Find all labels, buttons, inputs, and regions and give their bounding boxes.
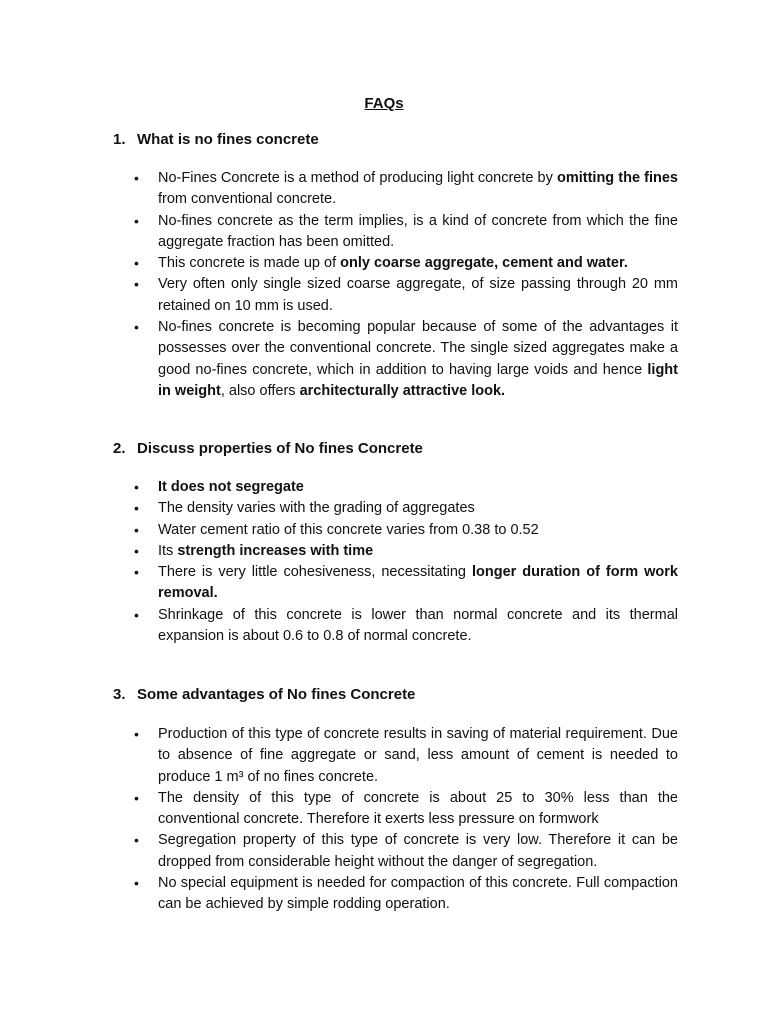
bold-text: strength increases with time [177,542,374,559]
body-text: This concrete is made up of [158,255,341,272]
body-text: No-fines concrete as the term implies, is a kind of concrete from which the fine aggregate fraction has been omitted. [158,212,678,250]
bullet-icon: • [134,875,139,892]
bullet-icon: • [134,832,139,849]
list-item [0,520,768,541]
bullet-icon: • [134,542,139,559]
bold-text: It does not segregate [158,479,304,495]
body-text: from conventional concrete. [158,191,337,208]
bullet-icon: • [134,500,139,517]
page-title: FAQs [364,95,404,112]
bullet-icon: • [134,789,139,806]
list-item [0,211,768,254]
body-text: No special equipment is needed for compaction of this concrete. Full compaction can be achieved by simple rodding operation. [158,875,678,913]
section-2-list [0,477,768,647]
section-number: 1. [113,131,126,148]
bullet-icon: • [134,276,139,293]
section-1-list [0,168,768,402]
list-item [0,498,768,519]
section-title: What is no fines concrete [137,131,319,148]
body-text: There is very little cohesiveness, necessitating [158,564,472,581]
bold-text: only coarse aggregate, cement and water. [340,255,628,272]
section-2-heading [113,440,423,457]
bold-text: architecturally attractive look. [299,382,506,399]
body-text: The density varies with the grading of aggregates [158,500,475,517]
section-3-heading [113,686,415,703]
bold-text: light in weight [158,361,678,399]
bullet-icon: • [134,212,139,229]
section-number: 3. [113,686,126,703]
bullet-icon: • [134,726,139,742]
body-text: The density of this type of concrete is about 25 to 30% less than the conventional concrete. Therefore it exerts less pressure on formwork [158,789,678,828]
body-text: Water cement ratio of this concrete varies from 0.38 to 0.52 [158,521,539,538]
section-1-heading [113,131,319,148]
list-item [0,873,768,916]
section-title: Some advantages of No fines Concrete [137,686,416,703]
list-item [0,253,768,274]
body-text: Production of this type of concrete results in saving of material requirement. Due to absence of fine aggregate or sand, less amount of cement is needed to produce 1 m³ of no fines concrete. [158,726,678,785]
list-item [0,168,768,211]
section-title: Discuss properties of No fines Concrete [137,440,423,457]
bullet-icon: • [134,564,139,581]
list-item [0,788,768,831]
bold-text: omitting the fines [556,170,678,186]
bullet-icon: • [134,479,139,495]
body-text: , also offers [220,382,300,399]
section-number: 2. [113,440,126,457]
bullet-icon: • [134,319,139,336]
body-text: Shrinkage of this concrete is lower than normal concrete and its thermal expansion is about 0.6 to 0.8 of normal concrete. [158,606,678,645]
list-item [0,541,768,562]
bullet-icon: • [134,170,139,186]
body-text: No-fines concrete is becoming popular because of some of the advantages it possesses over the conventional concrete. The single sized aggregates make a good no-fines concrete, which in addition to having large voids and hence [158,319,678,378]
bullet-icon: • [134,606,139,623]
section-3-list [0,724,768,916]
bullet-icon: • [134,521,139,538]
list-item [0,274,768,317]
bullet-icon: • [134,255,139,272]
list-item [0,562,768,605]
list-item [0,317,768,402]
body-text: Its [158,542,178,559]
list-item [0,724,768,788]
body-text: No-Fines Concrete is a method of producing light concrete by [158,170,557,186]
list-item [0,477,768,498]
list-item [0,605,768,648]
list-item [0,830,768,873]
bold-text: longer duration of form work removal. [158,564,678,602]
body-text: Segregation property of this type of concrete is very low. Therefore it can be dropped from considerable height without the danger of segregation. [158,832,678,870]
body-text: Very often only single sized coarse aggregate, of size passing through 20 mm retained on 10 mm is used. [158,276,678,314]
